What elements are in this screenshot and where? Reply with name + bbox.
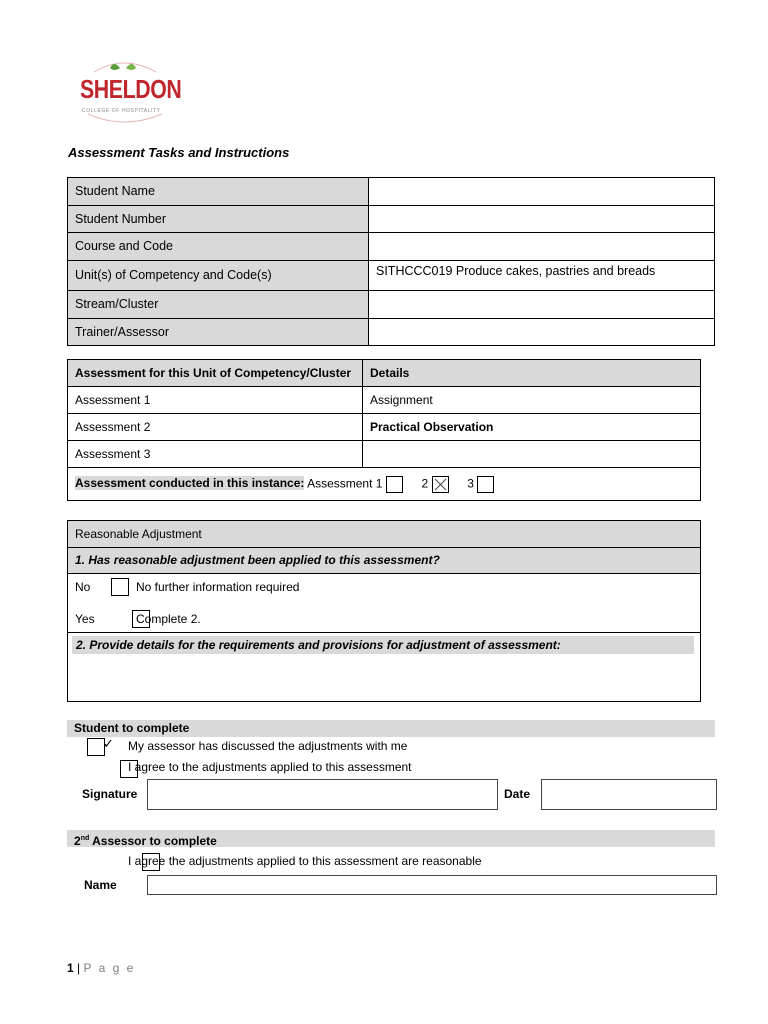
assessment-2-checkbox[interactable] xyxy=(432,476,449,493)
date-label: Date xyxy=(504,787,531,801)
no-text: No further information required xyxy=(136,580,300,594)
logo-subtitle: COLLEGE OF HOSPITALITY xyxy=(82,108,161,114)
table-row xyxy=(68,178,715,206)
table-row xyxy=(68,468,701,501)
assessment-3-checkbox[interactable] xyxy=(477,476,494,493)
row-label: Assessment 2 xyxy=(68,414,363,441)
date-field[interactable] xyxy=(541,779,717,810)
assessor-title-rest: Assessor to complete xyxy=(89,834,217,848)
table-row xyxy=(68,260,715,291)
table-row xyxy=(68,291,715,319)
table-row xyxy=(68,318,715,346)
conducted-row xyxy=(68,468,701,501)
no-label: No xyxy=(75,580,91,594)
student-section-title: Student to complete xyxy=(67,720,715,737)
conducted-label: Assessment conducted in this instance: xyxy=(75,476,305,491)
assessor-section-title xyxy=(67,830,715,847)
assessment-1-checkbox[interactable] xyxy=(386,476,403,493)
signature-field[interactable] xyxy=(147,779,498,810)
assessment-table xyxy=(67,359,701,501)
discussed-text: My assessor has discussed the adjustments with me xyxy=(128,739,408,753)
logo-name: SHELDON xyxy=(80,74,182,104)
name-label: Name xyxy=(84,878,117,892)
student-name-field[interactable] xyxy=(369,178,715,206)
row-label: Student Number xyxy=(68,205,369,233)
conducted-prefix: Assessment 1 xyxy=(307,476,383,491)
yes-label: Yes xyxy=(75,612,95,626)
ra-title: Reasonable Adjustment xyxy=(68,521,700,548)
ra-question-1: 1. Has reasonable adjustment been applied to this assessment? xyxy=(68,548,700,574)
agree-text: I agree to the adjustments applied to this assessment xyxy=(128,760,412,774)
check-icon: ✓ xyxy=(103,736,114,751)
table-row xyxy=(68,205,715,233)
sheldon-logo xyxy=(74,58,182,124)
trainer-assessor-field[interactable] xyxy=(369,318,715,346)
row-value xyxy=(363,441,701,468)
row-label: Assessment 1 xyxy=(68,387,363,414)
table-row xyxy=(68,360,701,387)
table-row xyxy=(68,387,701,414)
signature-label: Signature xyxy=(82,787,138,801)
assessor-agree-text: I agree the adjustments applied to this assessment are reasonable xyxy=(128,854,482,868)
assessor-title-sup: nd xyxy=(80,835,90,842)
table-row xyxy=(68,233,715,261)
cross-icon xyxy=(433,477,448,492)
assessor-title-prefix: 2 xyxy=(74,834,81,848)
student-number-field[interactable] xyxy=(369,205,715,233)
table-row xyxy=(68,414,701,441)
row-label: Course and Code xyxy=(68,233,369,261)
row-label: Stream/Cluster xyxy=(68,291,369,319)
option-2-label: 2 xyxy=(421,476,429,491)
page-title: Assessment Tasks and Instructions xyxy=(68,145,290,160)
option-3-label: 3 xyxy=(467,476,474,491)
header-details: Details xyxy=(363,360,701,387)
row-label: Trainer/Assessor xyxy=(68,318,369,346)
ra-question-2: 2. Provide details for the requirements and provisions for adjustment of assessment: xyxy=(72,636,694,654)
row-value: Assignment xyxy=(363,387,701,414)
row-label: Unit(s) of Competency and Code(s) xyxy=(68,260,369,291)
stream-cluster-field[interactable] xyxy=(369,291,715,319)
header-assessment: Assessment for this Unit of Competency/Cluster xyxy=(68,360,363,387)
row-label: Student Name xyxy=(68,178,369,206)
row-value: Practical Observation xyxy=(363,414,701,441)
page-footer xyxy=(67,961,135,975)
table-row xyxy=(68,441,701,468)
no-checkbox[interactable] xyxy=(111,578,129,596)
footer-separator: | xyxy=(73,961,84,975)
row-label: Assessment 3 xyxy=(68,441,363,468)
unit-competency-field[interactable]: SITHCCC019 Produce cakes, pastries and breads xyxy=(369,260,715,291)
ra-details-area[interactable] xyxy=(68,633,700,701)
page-number: 1 xyxy=(67,961,74,975)
reasonable-adjustment-box xyxy=(67,520,701,702)
page-word: P a g e xyxy=(83,961,136,975)
course-code-field[interactable] xyxy=(369,233,715,261)
ra-options xyxy=(68,574,700,633)
name-field[interactable] xyxy=(147,875,717,895)
yes-text: Complete 2. xyxy=(136,612,201,626)
student-info-table xyxy=(67,177,715,346)
